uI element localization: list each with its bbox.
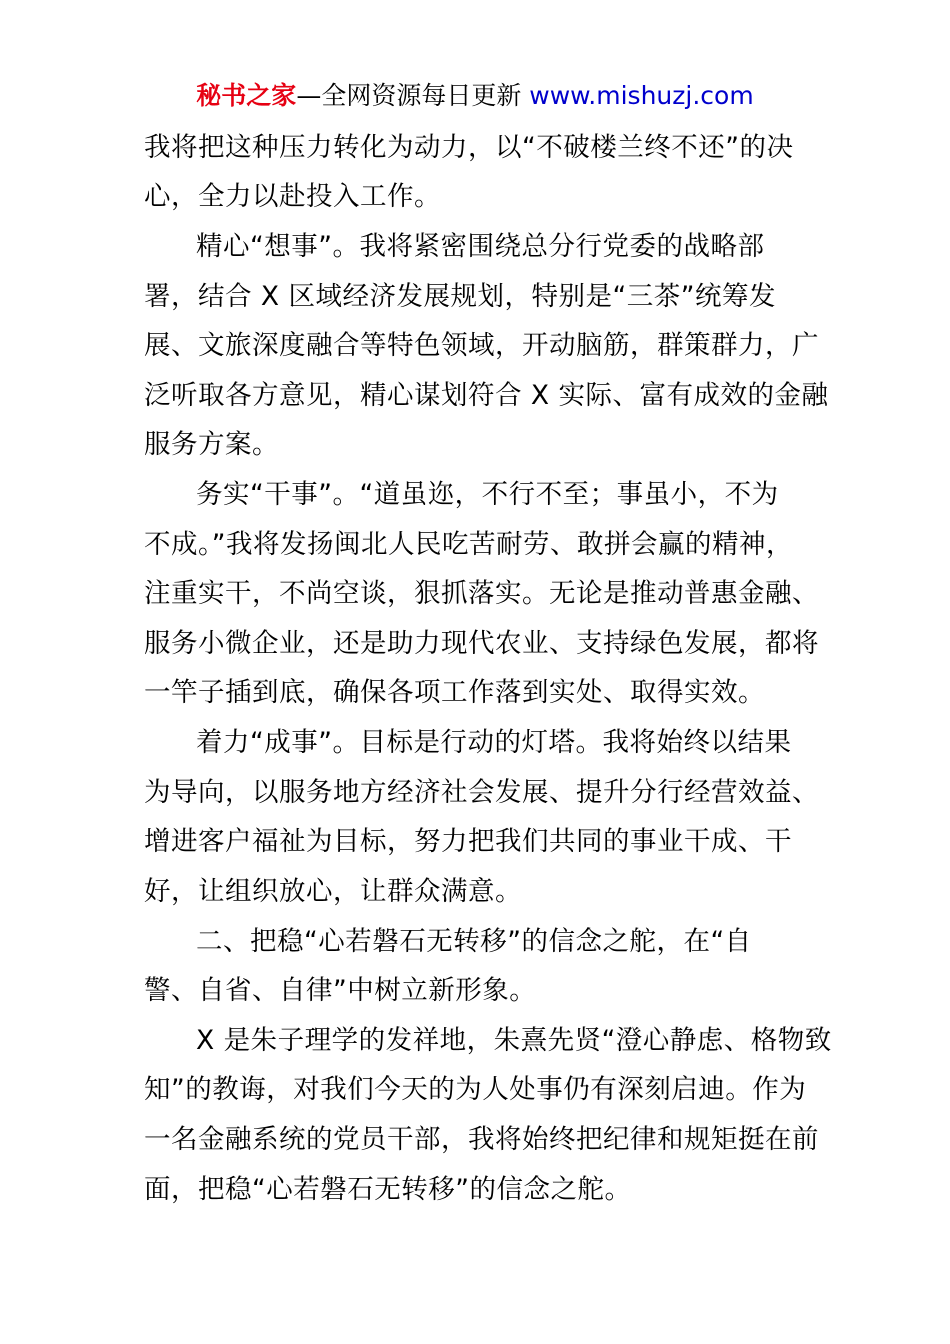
- line-text: 二、把稳“心若磐石无转移”的信念之舵，在“自: [196, 926, 752, 957]
- line-text: 不成。”我将发扬闽北人民吃苦耐劳、敢拼会赢的精神，: [144, 529, 793, 560]
- line-text: 服务方案。: [144, 429, 279, 460]
- line-text: 注重实干，不尚空谈，狠抓落实。无论是推动普惠金融、: [144, 578, 819, 609]
- line-text: 一竿子插到底，确保各项工作落到实处、取得实效。: [144, 677, 765, 708]
- site-header: [0, 80, 950, 112]
- line-text: 署，结合 X 区域经济发展规划，特别是“三茶”统筹发: [144, 281, 776, 312]
- line-text: 心，全力以赴投入工作。: [144, 181, 441, 212]
- line-text: 为导向，以服务地方经济社会发展、提升分行经营效益、: [144, 777, 819, 808]
- line-text: 好，让组织放心，让群众满意。: [144, 876, 522, 907]
- line-text: 精心“想事”。我将紧密围绕总分行党委的战略部: [196, 231, 765, 262]
- line-text: X 是朱子理学的发祥地，朱熹先贤“澄心静虑、格物致: [196, 1025, 832, 1056]
- line-text: 展、文旅深度融合等特色领域，开动脑筋，群策群力，广: [144, 330, 819, 361]
- site-url-link[interactable]: www.mishuzj.com: [529, 81, 754, 110]
- line-text: 面，把稳“心若磐石无转移”的信念之舵。: [144, 1174, 632, 1205]
- header-tagline: —全网资源每日更新: [296, 81, 530, 110]
- line-text: 我将把这种压力转化为动力，以“不破楼兰终不还”的决: [144, 132, 794, 163]
- line-text: 增进客户福祉为目标，努力把我们共同的事业干成、干: [144, 826, 792, 857]
- line-text: 知”的教诲，对我们今天的为人处事仍有深刻启迪。作为: [144, 1074, 807, 1105]
- line-text: 服务小微企业，还是助力现代农业、支持绿色发展，都将: [144, 628, 819, 659]
- brand-name: 秘书之家: [196, 81, 297, 110]
- line-text: 一名金融系统的党员干部，我将始终把纪律和规矩挺在前: [144, 1124, 819, 1155]
- line-text: 警、自省、自律”中树立新形象。: [144, 975, 537, 1006]
- line-text: 着力“成事”。目标是行动的灯塔。我将始终以结果: [196, 727, 792, 758]
- line-text: 泛听取各方意见，精心谋划符合 X 实际、富有成效的金融: [144, 380, 829, 411]
- line-text: 务实“干事”。“道虽迩，不行不至；事虽小，不为: [196, 479, 779, 510]
